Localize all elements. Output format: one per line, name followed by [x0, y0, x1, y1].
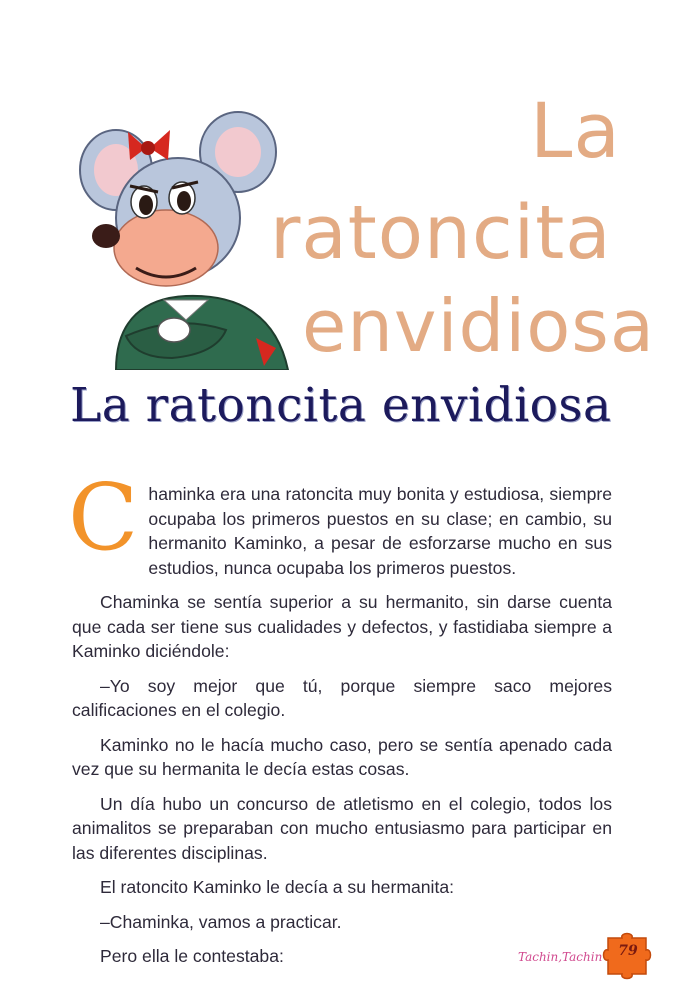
dropcap: C	[68, 464, 139, 571]
paragraph-5: Un día hubo un concurso de atletismo en el colegio, todos los animalitos se preparaban con mucho entusiasmo para participar en las diferentes disciplinas.	[72, 793, 612, 863]
paragraph-2: Chaminka se sentía superior a su hermanito, sin darse cuenta que cada ser tiene sus cualidades y defectos, y fastidiaba siempre a Kaminko diciéndole:	[72, 592, 612, 661]
paragraph-3: –Yo soy mejor que tú, porque siempre saco mejores calificaciones en el colegio.	[72, 675, 612, 720]
title-decor-line3: envidiosa	[302, 284, 655, 368]
page-number: 79	[618, 943, 638, 959]
paragraph-4: Kaminko no le hacía mucho caso, pero se sentía apenado cada vez que su hermanita le decía estas cosas.	[72, 734, 612, 779]
footer-brand: Tachin,Tachin	[518, 950, 603, 964]
paragraph-8: Pero ella le contestaba:	[100, 946, 284, 966]
paragraph-1	[68, 464, 612, 580]
mouse-illustration	[76, 108, 298, 370]
paragraph-7: –Chaminka, vamos a practicar.	[100, 911, 342, 932]
story-heading: La ratoncita envidiosa	[70, 378, 612, 433]
paragraph-6: El ratoncito Kaminko le decía a su hermanita:	[100, 877, 455, 897]
story-body	[68, 464, 612, 979]
title-decor-line2: ratoncita	[270, 190, 612, 276]
title-decor-line1: La	[530, 86, 621, 175]
paragraph-text: haminka era una ratoncita muy bonita y estudiosa, siempre ocupaba los primeros puestos en su clase; en cambio, su hermanito Kaminko, a pesar de esforzarse mucho en sus estudios, nunca ocupaba los primeros puestos.	[148, 484, 612, 578]
